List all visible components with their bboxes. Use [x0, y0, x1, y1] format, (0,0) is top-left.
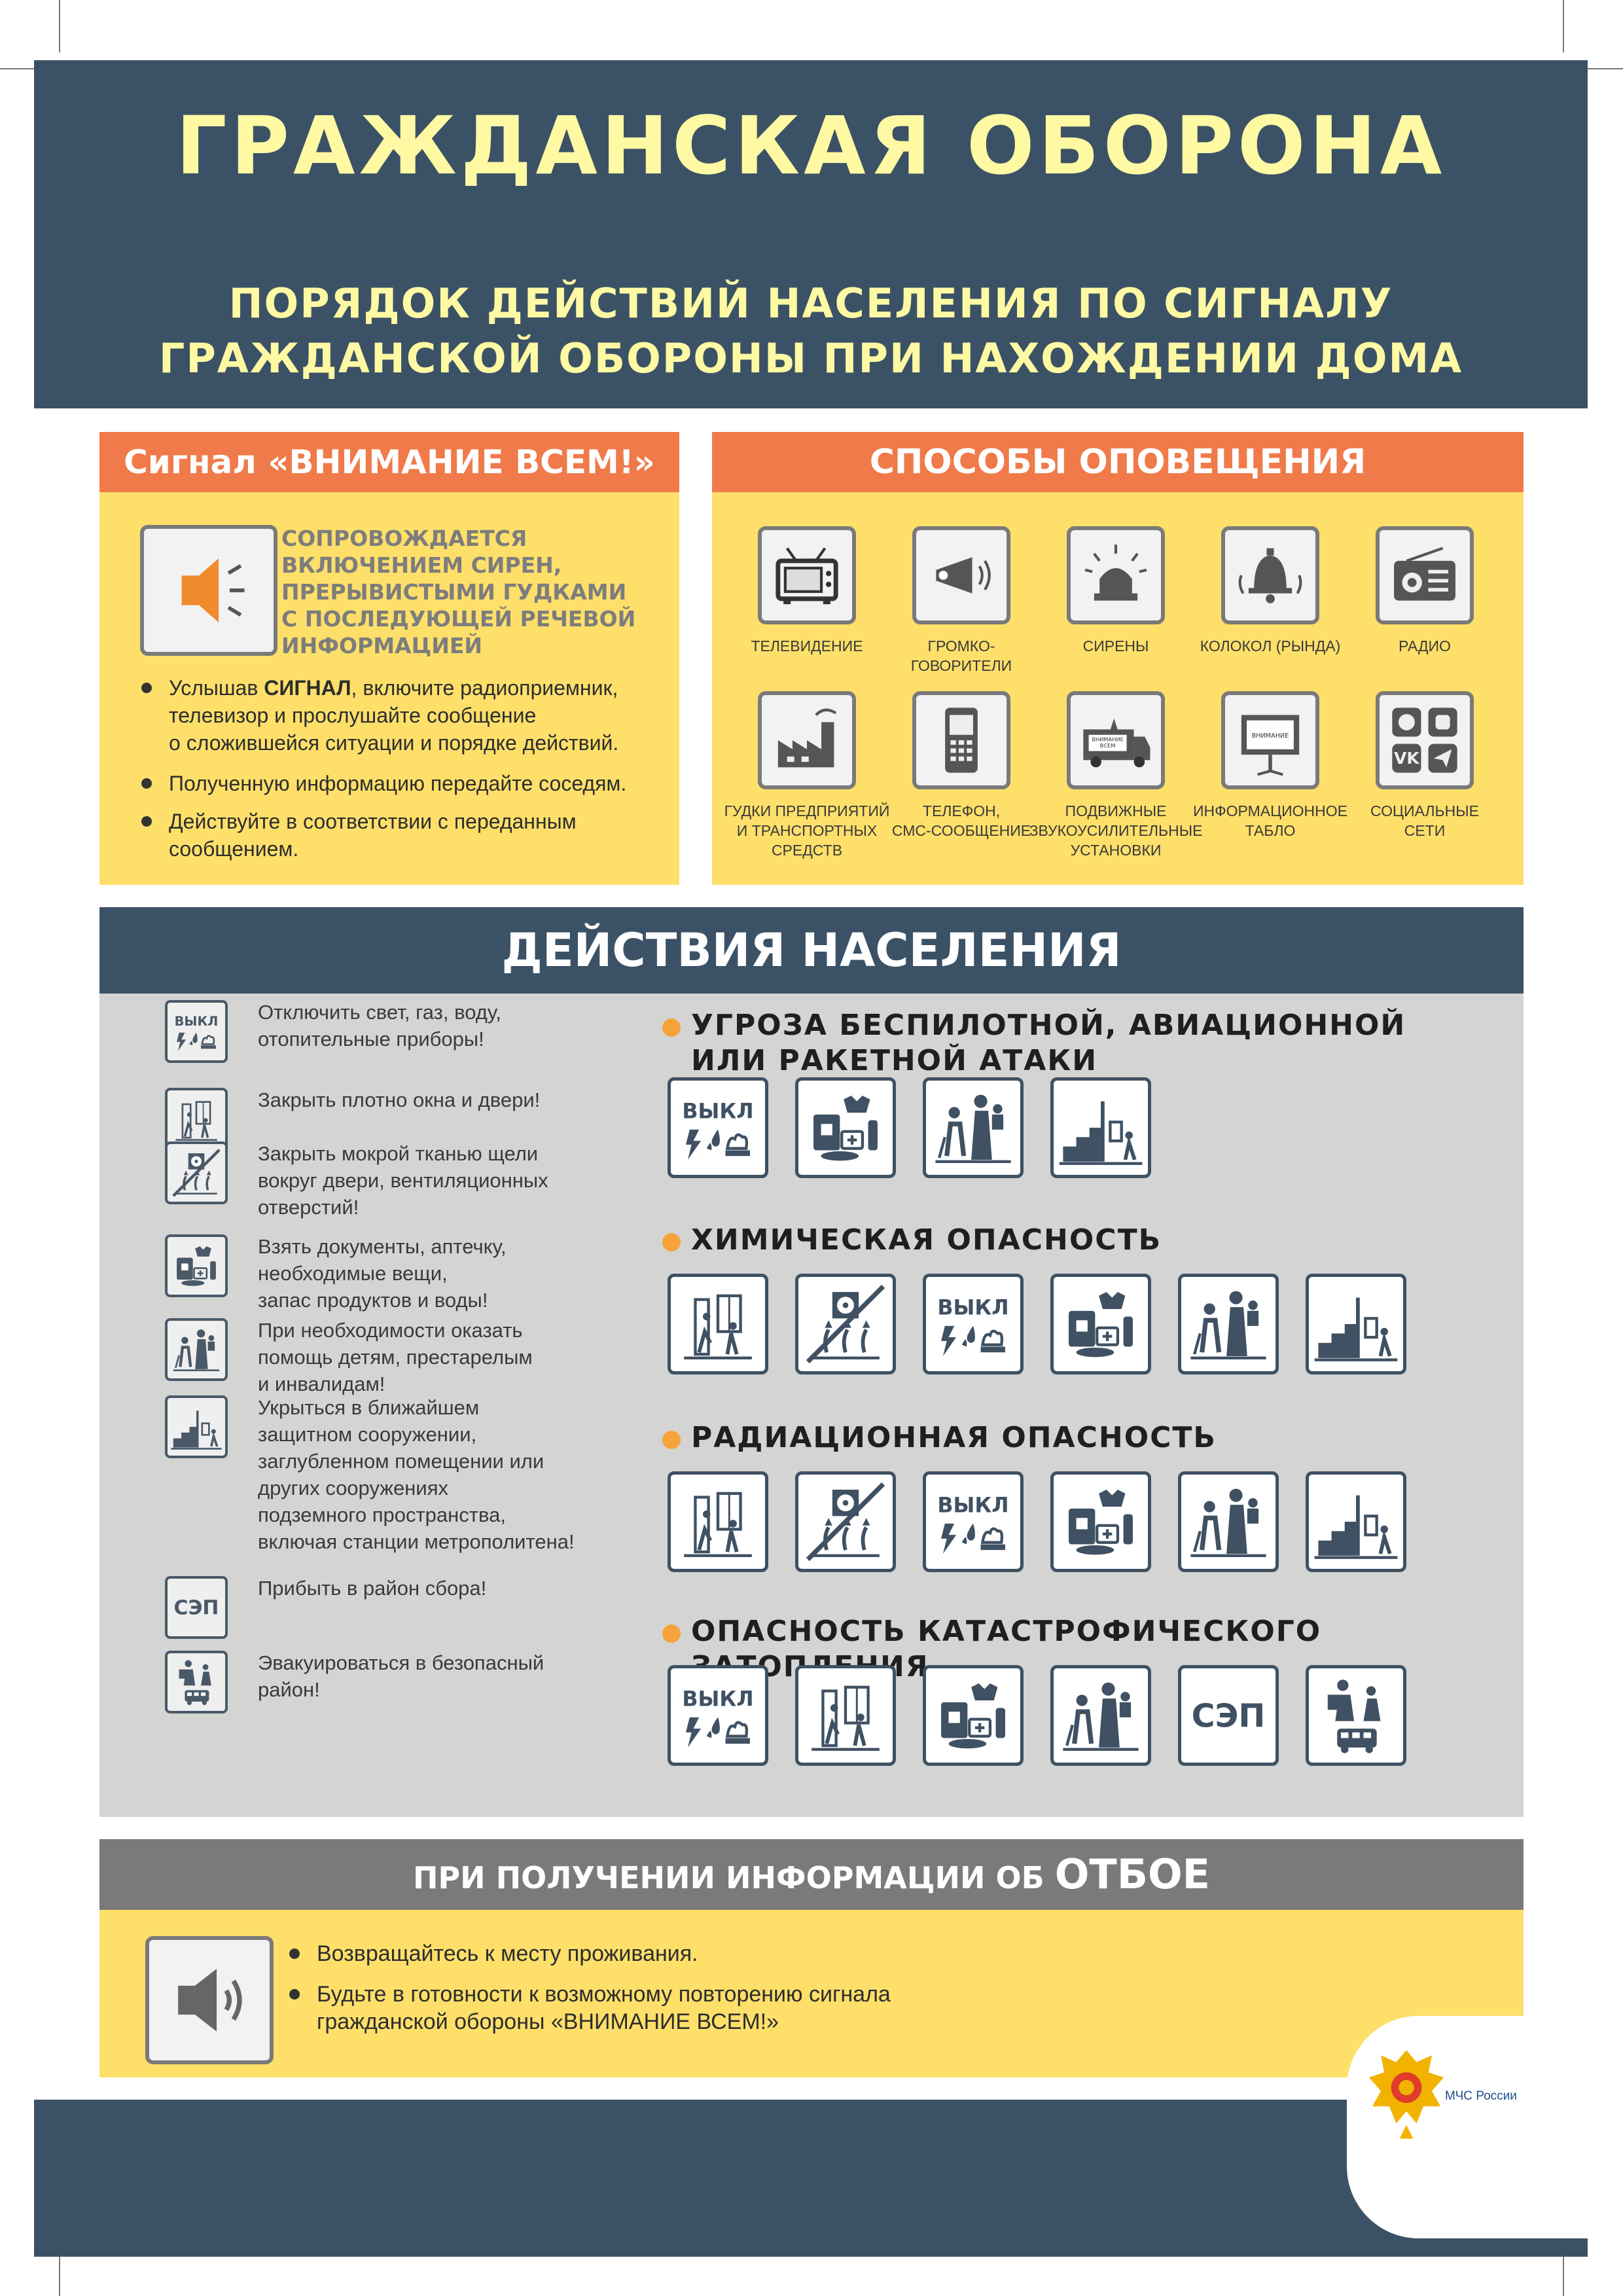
bullet-text: Услышав [169, 676, 264, 700]
factory-icon [758, 691, 856, 789]
board-icon [1221, 691, 1319, 789]
svg-text:ВСЕМ: ВСЕМ [1099, 742, 1116, 749]
supplies-icon [923, 1665, 1024, 1766]
signal-bullet [169, 674, 666, 757]
header-banner [34, 60, 1588, 408]
caption-line: СЕТИ [1404, 822, 1446, 839]
caption-line: ТЕЛЕВИДЕНИЕ [751, 637, 863, 655]
social-icon [1376, 691, 1474, 789]
method-label [1330, 801, 1520, 840]
signal-bullet [169, 808, 666, 863]
legend-text-line: других сооружениях [258, 1477, 448, 1499]
help-people-icon [1050, 1665, 1151, 1766]
crop-mark [1563, 0, 1564, 52]
legend-text-line: Прибыть в район сбора! [258, 1577, 487, 1600]
section-bullet [662, 1624, 681, 1643]
caption-line: ГУДКИ ПРЕДПРИЯТИЙ [724, 802, 890, 819]
signal-description-line: ИНФОРМАЦИЕЙ [281, 633, 482, 658]
help-people-icon [1178, 1471, 1279, 1572]
section-title-line: ИЛИ РАКЕТНОЙ АТАКИ [691, 1044, 1098, 1077]
bullet-text: сообщением. [169, 837, 299, 861]
subtitle-line: ГРАЖДАНСКОЙ ОБОРОНЫ ПРИ НАХОЖДЕНИИ ДОМА [158, 334, 1463, 382]
caption-line: СИРЕНЫ [1082, 637, 1149, 655]
section-title-line: УГРОЗА БЕСПИЛОТНОЙ, АВИАЦИОННОЙ [691, 1009, 1406, 1042]
close-door-icon [668, 1274, 768, 1374]
speaker-icon [140, 525, 277, 656]
page-title: ГРАЖДАНСКАЯ ОБОРОНА [175, 99, 1446, 192]
loudspeaker-icon [912, 526, 1010, 624]
legend-text-line: При необходимости оказать [258, 1319, 523, 1342]
bullet-text: Возвращайтесь к месту проживания. [317, 1941, 698, 1966]
supplies-icon [1050, 1274, 1151, 1374]
help-people-icon [923, 1077, 1024, 1178]
page-subtitle [34, 276, 1588, 386]
legend-text-line: Взять документы, аптечку, [258, 1235, 507, 1258]
otboe-heading [99, 1839, 1524, 1910]
legend-text [258, 1649, 716, 1703]
speaker-icon [145, 1936, 274, 2064]
signal-description-line: С ПОСЛЕДУЮЩЕЙ РЕЧЕВОЙ [281, 606, 636, 632]
section-title-line: ОПАСНОСТЬ КАТАСТРОФИЧЕСКОГО [691, 1615, 1322, 1648]
section-title [691, 1420, 1516, 1456]
svg-text:ВЫКЛ: ВЫКЛ [937, 1296, 1009, 1320]
legend-text-line: отверстий! [258, 1196, 359, 1219]
legend-text-line: вокруг двери, вентиляционных [258, 1169, 548, 1192]
evacuate-icon [1306, 1665, 1406, 1766]
legend-text-line: Закрыть плотно окна и двери! [258, 1088, 541, 1111]
bullet-text: Будьте в готовности к возможному повторению сигнала [317, 1982, 891, 2007]
section-bullet [662, 1431, 681, 1449]
caption-line: КОЛОКОЛ (РЫНДА) [1200, 637, 1341, 655]
help-people-icon [165, 1318, 228, 1381]
caption-line: ИНФОРМАЦИОННОЕ [1193, 802, 1347, 819]
seal-vents-icon [165, 1141, 228, 1204]
section-title-line: ХИМИЧЕСКАЯ ОПАСНОСТЬ [691, 1223, 1162, 1257]
svg-text:ВЫКЛ: ВЫКЛ [937, 1494, 1009, 1518]
signal-description-line: СОПРОВОЖДАЕТСЯ [281, 526, 527, 551]
tv-icon [758, 526, 856, 624]
signal-description-line: ВКЛЮЧЕНИЕМ СИРЕН, [281, 552, 562, 578]
switch-off-icon [923, 1471, 1024, 1572]
supplies-icon [795, 1077, 896, 1178]
legend-text-line: помощь детям, престарелым [258, 1346, 533, 1369]
section-bullet [662, 1233, 681, 1251]
legend-text-line: Укрыться в ближайшем [258, 1396, 480, 1419]
legend-text-line: район! [258, 1678, 320, 1701]
caption-line: ТАБЛО [1245, 822, 1296, 839]
evacuate-icon [165, 1651, 228, 1713]
shelter-icon [1306, 1274, 1406, 1374]
otboe-bullet [317, 1981, 1298, 2036]
bullet-bold: СИГНАЛ [264, 676, 351, 700]
close-door-icon [668, 1471, 768, 1572]
supplies-icon [165, 1234, 228, 1297]
bullet-text: гражданской обороны «ВНИМАНИЕ ВСЕМ!» [317, 2009, 779, 2034]
bullet-text: Действуйте в соответствии с переданным [169, 810, 577, 833]
actions-panel [99, 994, 1524, 1817]
radio-icon [1376, 526, 1474, 624]
caption-line: УСТАНОВКИ [1070, 842, 1162, 859]
bullet-text: , включите радиоприемник, [351, 676, 618, 700]
methods-heading: СПОСОБЫ ОПОВЕЩЕНИЯ [712, 432, 1524, 492]
sep-icon [165, 1576, 228, 1639]
bullet-text: телевизор и прослушайте сообщение [169, 704, 537, 727]
phone-icon [912, 691, 1010, 789]
legend-text-line: запас продуктов и воды! [258, 1289, 488, 1312]
seal-vents-icon [795, 1274, 896, 1374]
legend-text-line: Эвакуироваться в безопасный [258, 1651, 544, 1674]
shelter-icon [1306, 1471, 1406, 1572]
caption-line: РАДИО [1399, 637, 1451, 655]
switch-off-icon [923, 1274, 1024, 1374]
section-title-line: РАДИАЦИОННАЯ ОПАСНОСТЬ [691, 1421, 1217, 1454]
legend-text-line: Закрыть мокрой тканью щели [258, 1142, 539, 1165]
actions-heading: ДЕЙСТВИЯ НАСЕЛЕНИЯ [99, 907, 1524, 994]
bell-icon [1221, 526, 1319, 624]
legend-text-line: отопительные приборы! [258, 1028, 484, 1050]
svg-text:ВНИМАНИЕ: ВНИМАНИЕ [1251, 732, 1289, 740]
otboe-panel [99, 1910, 1524, 2077]
caption-line: СМС-СООБЩЕНИЕ [891, 822, 1031, 839]
svg-text:ВНИМАНИЕ: ВНИМАНИЕ [1092, 736, 1124, 743]
signal-heading: Сигнал «ВНИМАНИЕ ВСЕМ!» [99, 432, 679, 492]
switch-off-icon [165, 1000, 228, 1063]
svg-text:VK: VK [1394, 748, 1419, 768]
section-title [691, 1223, 1516, 1258]
van-icon [1067, 691, 1165, 789]
bullet-text: Полученную информацию передайте соседям. [169, 772, 627, 795]
svg-text:СЭП: СЭП [173, 1596, 219, 1620]
legend-text [258, 999, 716, 1052]
legend-text-line: и инвалидам! [258, 1372, 385, 1395]
crop-mark [59, 0, 60, 52]
caption-line: ПОДВИЖНЫЕ [1065, 802, 1167, 819]
subtitle-line: ПОРЯДОК ДЕЙСТВИЙ НАСЕЛЕНИЯ ПО СИГНАЛУ [228, 279, 1393, 327]
legend-text-line: защитном сооружении, [258, 1423, 477, 1446]
caption-line: ТЕЛЕФОН, [922, 802, 1001, 819]
otboe-bullet [317, 1940, 1298, 1967]
legend-text [258, 1575, 716, 1602]
help-people-icon [1178, 1274, 1279, 1374]
switch-off-icon [668, 1077, 768, 1178]
svg-text:ВЫКЛ: ВЫКЛ [174, 1014, 219, 1030]
legend-text [258, 1317, 716, 1397]
method-label [1330, 636, 1520, 656]
caption-line: ГРОМКО- [927, 637, 995, 655]
section-title [691, 1008, 1516, 1079]
otboe-heading-text: ПРИ ПОЛУЧЕНИИ ИНФОРМАЦИИ ОБ [412, 1860, 1055, 1895]
otboe-heading-emphasis: ОТБОЕ [1054, 1850, 1211, 1898]
svg-text:ВЫКЛ: ВЫКЛ [682, 1100, 754, 1124]
caption-line: И ТРАНСПОРТНЫХ [736, 822, 878, 839]
svg-text:СЭП: СЭП [1191, 1697, 1266, 1735]
svg-text:ВЫКЛ: ВЫКЛ [682, 1687, 754, 1712]
legend-text [258, 1394, 716, 1555]
legend-text [258, 1086, 716, 1113]
supplies-icon [1050, 1471, 1151, 1572]
caption-line: ЗВУКОУСИЛИТЕЛЬНЫЕ [1029, 822, 1203, 839]
sep-icon [1178, 1665, 1279, 1766]
emblem-label: МЧС России [1445, 2089, 1517, 2103]
shelter-icon [1050, 1077, 1151, 1178]
methods-panel [712, 492, 1524, 885]
caption-line: СОЦИАЛЬНЫЕ [1370, 802, 1479, 819]
bullet-text: о сложившейся ситуации и порядке действий. [169, 731, 619, 755]
mchs-emblem-icon [1364, 2042, 1449, 2147]
caption-line: СРЕДСТВ [771, 842, 843, 859]
signal-bullet [169, 770, 666, 797]
switch-off-icon [668, 1665, 768, 1766]
close-door-icon [795, 1665, 896, 1766]
signal-panel [99, 492, 679, 885]
legend-text-line: необходимые вещи, [258, 1262, 448, 1285]
shelter-icon [165, 1395, 228, 1458]
legend-text-line: заглубленном помещении или [258, 1450, 544, 1473]
section-bullet [662, 1018, 681, 1037]
legend-text [258, 1140, 716, 1221]
legend-text-line: включая станции метрополитена! [258, 1530, 575, 1553]
legend-text [258, 1233, 716, 1314]
legend-text-line: Отключить свет, газ, воду, [258, 1001, 501, 1024]
seal-vents-icon [795, 1471, 896, 1572]
caption-line: ГОВОРИТЕЛИ [910, 657, 1012, 674]
emblem-badge [1347, 2016, 1623, 2238]
signal-description-line: ПРЕРЫВИСТЫМИ ГУДКАМИ [281, 579, 627, 605]
signal-description [281, 525, 648, 659]
siren-icon [1067, 526, 1165, 624]
legend-text-line: подземного пространства, [258, 1503, 506, 1526]
